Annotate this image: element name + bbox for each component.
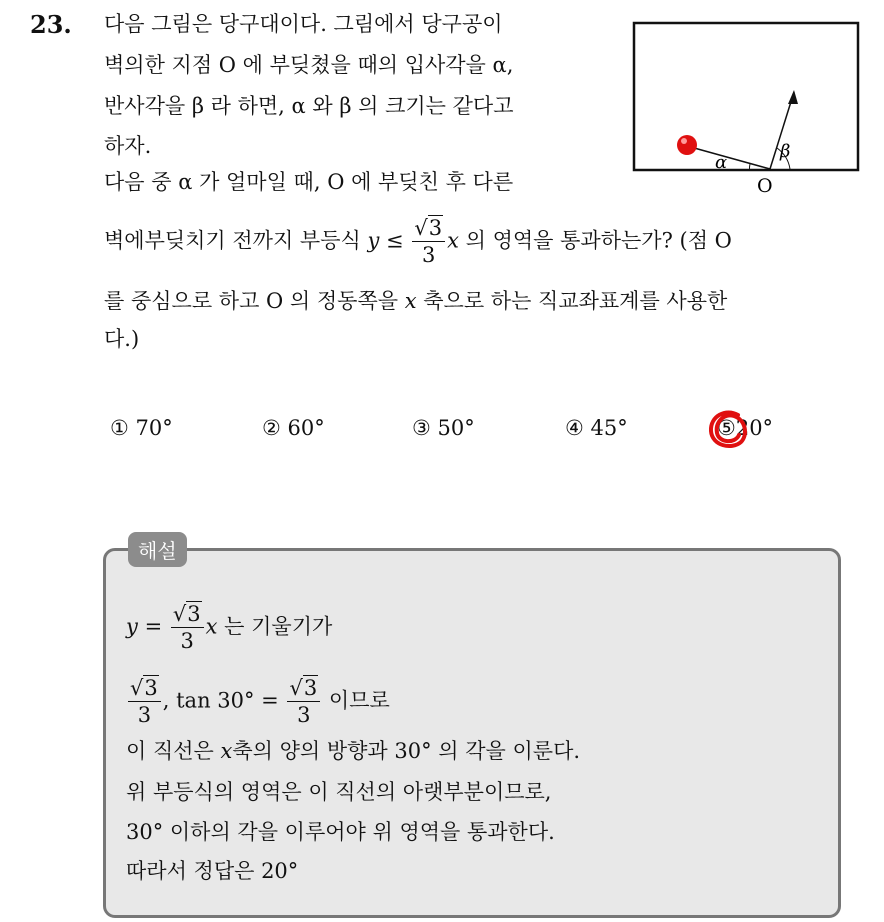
sol-var-x: x bbox=[220, 739, 233, 763]
solution-line-6: 따라서 정답은 20° bbox=[126, 859, 299, 883]
alpha-arc bbox=[750, 164, 751, 170]
denominator: 3 bbox=[297, 703, 311, 727]
question-line-6 bbox=[104, 218, 732, 266]
radicand: 3 bbox=[428, 216, 443, 240]
solution-line-4: 위 부등식의 영역은 이 직선의 아랫부분이므로, bbox=[126, 780, 552, 804]
beta-label: β bbox=[780, 141, 791, 162]
var-y: y bbox=[367, 228, 380, 253]
sqrt-sign: √ bbox=[414, 216, 428, 240]
sol-line-3-post: 축의 양의 방향과 30° 의 각을 이룬다. bbox=[232, 739, 581, 763]
choice-3[interactable] bbox=[412, 416, 475, 440]
sol-line-2-post: 이므로 bbox=[328, 688, 390, 713]
choice-5-value: 20° bbox=[735, 416, 774, 440]
question-line-8: 다.) bbox=[104, 327, 140, 351]
sqrt-sign: √ bbox=[130, 676, 144, 700]
var-x: x bbox=[404, 289, 417, 313]
sol-eq-sign: = bbox=[144, 614, 163, 639]
fraction-sqrt3-over-3 bbox=[412, 218, 445, 266]
solution-tag: 해설 bbox=[128, 532, 187, 567]
solution-line-3 bbox=[126, 737, 580, 765]
choice-2-number: ② bbox=[262, 416, 281, 440]
question-line-4: 하자. bbox=[104, 134, 152, 158]
radicand: 3 bbox=[144, 676, 158, 700]
le-sign: ≤ bbox=[386, 228, 404, 253]
choice-4-value: 45° bbox=[590, 416, 628, 440]
choice-2-value: 60° bbox=[287, 416, 325, 440]
choice-1[interactable] bbox=[110, 416, 173, 440]
incoming-path bbox=[687, 146, 770, 169]
question-line-2: 벽의한 지점 O 에 부딪쳤을 때의 입사각을 α, bbox=[104, 53, 514, 77]
sol-tan-text: , tan 30° = bbox=[162, 688, 279, 713]
sol-fraction-3 bbox=[287, 678, 320, 726]
choice-1-value: 70° bbox=[135, 416, 173, 440]
table-border bbox=[634, 23, 858, 170]
solution-line-1 bbox=[126, 604, 332, 652]
alpha-label: α bbox=[715, 152, 728, 173]
choice-3-number: ③ bbox=[412, 416, 431, 440]
question-line-1: 다음 그림은 당구대이다. 그림에서 당구공이 bbox=[104, 12, 503, 36]
choice-4[interactable] bbox=[565, 416, 628, 440]
point-o-label: O bbox=[757, 175, 773, 197]
arrow-head-icon bbox=[788, 90, 798, 104]
denominator: 3 bbox=[137, 703, 152, 727]
answer-circle-mark-icon bbox=[704, 406, 752, 454]
line7-pre: 를 중심으로 하고 O 의 정동쪽을 bbox=[104, 289, 399, 313]
solution-line-2 bbox=[126, 678, 390, 726]
sqrt-sign: √ bbox=[172, 602, 187, 626]
choice-4-number: ④ bbox=[565, 416, 584, 440]
line6-pre: 벽에부딪치기 전까지 부등식 bbox=[104, 228, 361, 253]
line7-post: 축으로 하는 직교좌표계를 사용한 bbox=[423, 289, 728, 313]
sol-var-x: x bbox=[205, 614, 218, 639]
billiard-ball-icon bbox=[677, 135, 697, 155]
question-line-5: 다음 중 α 가 얼마일 때, O 에 부딪친 후 다른 bbox=[104, 170, 514, 194]
sol-var-y: y bbox=[126, 614, 138, 639]
choice-2[interactable] bbox=[262, 416, 325, 440]
billiard-table-figure bbox=[632, 20, 862, 200]
sol-line-1-post: 는 기울기가 bbox=[224, 614, 333, 639]
var-x: x bbox=[447, 228, 459, 253]
radicand: 3 bbox=[303, 676, 318, 700]
radicand: 3 bbox=[187, 602, 201, 626]
sol-fraction-2 bbox=[128, 678, 161, 726]
question-line-7 bbox=[104, 287, 727, 315]
choice-1-number: ① bbox=[110, 416, 129, 440]
sqrt-sign: √ bbox=[289, 676, 303, 700]
sol-fraction-1 bbox=[171, 604, 204, 652]
sol-line-3-pre: 이 직선은 bbox=[126, 739, 214, 763]
line6-post: 의 영역을 통과하는가? (점 O bbox=[465, 228, 732, 253]
question-line-3: 반사각을 β 라 하면, α 와 β 의 크기는 같다고 bbox=[104, 94, 514, 118]
question-number: 23. bbox=[30, 10, 72, 39]
denominator: 3 bbox=[422, 243, 436, 267]
denominator: 3 bbox=[180, 629, 194, 653]
choice-3-value: 50° bbox=[437, 416, 475, 440]
solution-line-5: 30° 이하의 각을 이루어야 위 영역을 통과한다. bbox=[126, 820, 555, 844]
choice-5-number: ⑤ bbox=[717, 416, 736, 440]
